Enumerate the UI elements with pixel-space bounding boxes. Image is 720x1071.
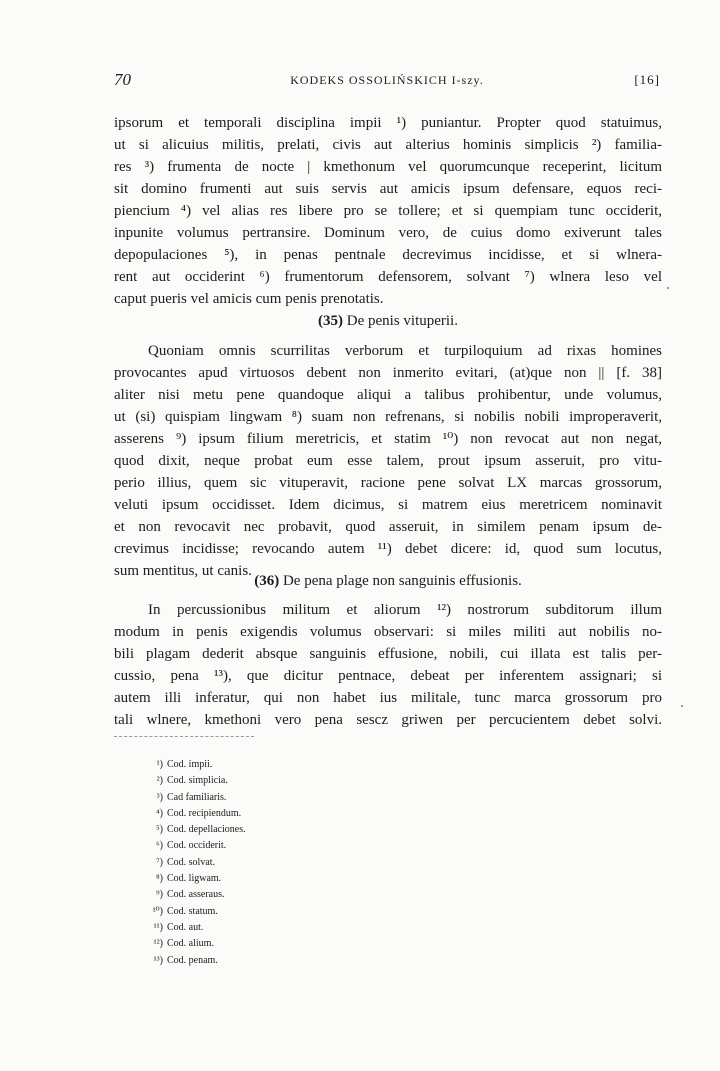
section-number: (35) [318, 313, 343, 329]
paragraph-1 [114, 112, 662, 310]
text-line: perio illius, quem sic vituperavit, racione pene solvat LX marcas grossorum, [114, 475, 662, 491]
text-line: veluti ipsum occidisset. Idem dicimus, si matrem eius meretricem nominavit [114, 497, 662, 513]
text-line: quod dixit, neque probat eum esse talem, prout ipsum asseruit, pro vitu- [114, 453, 662, 469]
text-line: ipsorum et temporali disciplina impii ¹) puniantur. Propter quod statuimus, [114, 115, 662, 131]
footnote: ¹⁰) Cod. statum. [152, 905, 218, 917]
text-line: bili plagam dederit absque sanguinis effusione, nobili, cui illata est talis per- [114, 646, 662, 662]
text-line: depopulaciones ⁵), in penas pentnale decrevimus incidisse, et si wlnera- [114, 247, 662, 263]
text-line: ut (si) quispiam lingwam ⁸) suam non refrenans, si nobilis nobili improperaverit, [114, 409, 662, 425]
footnote: ²) Cod. simplicia. [156, 775, 228, 787]
text-line: asserens ⁹) ipsum filium meretricis, et statim ¹⁰) non revocat aut non negat, [114, 431, 662, 447]
paragraph-2 [114, 340, 662, 582]
footnote: ¹³) Cod. penam. [153, 954, 218, 966]
footnote: ⁷) Cod. solvat. [156, 856, 216, 868]
text-line: inpunite volumus pertransire. Dominum vero, de cuius domo exiverunt tales [114, 225, 662, 241]
text-line: piencium ⁴) vel alias res libere pro se tollere; et si quempiam tunc occiderit, [114, 203, 662, 219]
text-line: aliter nisi metu pene quandoque aliqui a talibus prohibentur, unde volumus, [114, 387, 662, 403]
footnote: ⁹) Cod. asseraus. [156, 889, 225, 901]
footnote: ⁸) Cod. ligwam. [156, 873, 222, 885]
text-line: modum in penis exigendis volumus observari: si miles militi aut nobilis no- [114, 624, 662, 640]
text-line: sit domino frumenti aut suis servis aut amicis ipsum defensare, equos reci- [114, 181, 662, 197]
text-line: tali wlnere, kmethoni vero pena sescz griwen per percucientem debet solvi. [114, 712, 662, 728]
section-title: De pena plage non sanguinis effusionis. [282, 573, 522, 589]
footnote: ⁵) Cod. depellaciones. [156, 824, 246, 836]
text-line: provocantes apud virtuosos debent non inmerito evitari, (at)que non || [f. 38] [114, 365, 662, 381]
text-line: In percussionibus militum et aliorum ¹²) nostrorum subditorum illum [148, 602, 662, 618]
text-line: caput pueris vel amicis cum penis prenotatis. [114, 291, 384, 307]
section-title: De penis vituperii. [346, 313, 458, 329]
scan-speck [667, 287, 669, 289]
footnote: ¹¹) Cod. aut. [153, 921, 204, 933]
footnote: ⁶) Cod. occiderit. [156, 840, 227, 852]
section-heading-36 [114, 570, 662, 592]
footnote-divider [114, 736, 254, 737]
text-line: autem illi inferatur, qui non habet ius militale, tunc marca grossorum pro [114, 690, 662, 706]
text-line: rent aut occiderint ⁶) frumentorum defensorem, solvant ⁷) wlnera leso vel [114, 269, 662, 285]
text-line: Quoniam omnis scurrilitas verborum et turpiloquium ad rixas homines [148, 343, 662, 359]
running-title: KODEKS OSSOLIŃSKICH I-szy. [290, 73, 484, 87]
text-line: sum mentitus, ut canis. [114, 563, 252, 579]
text-line: ut si alicuius militis, prelati, civis aut alterius hominis simplicis ²) familia- [114, 137, 662, 153]
footnotes [145, 757, 246, 969]
text-line: res ³) frumenta de nocte | kmethonum vel quorumcunque receperint, licitum [114, 159, 662, 175]
running-header [114, 70, 660, 92]
folio-mark: [16] [634, 72, 660, 87]
text-line: cussio, pena ¹³), que dicitur pentnace, debeat per inferentem assignari; si [114, 668, 662, 684]
footnote: ⁴) Cod. recipiendum. [156, 807, 242, 819]
paragraph-3 [114, 599, 662, 731]
footnote: ¹) Cod. impii. [156, 759, 213, 770]
text-line: et non revocavit nec probavit, quod asseruit, in similem penam ipsum de- [114, 519, 662, 535]
page-number: 70 [114, 70, 131, 89]
text-line: crevimus incidisse; revocando autem ¹¹) debet dicere: id, quod sum locutus, [114, 541, 662, 557]
section-heading-35 [114, 310, 662, 332]
scan-speck [681, 705, 683, 707]
section-number: (36) [254, 573, 280, 589]
footnote: ¹²) Cod. alium. [153, 938, 214, 950]
footnote: ³) Cad familiaris. [156, 791, 227, 803]
